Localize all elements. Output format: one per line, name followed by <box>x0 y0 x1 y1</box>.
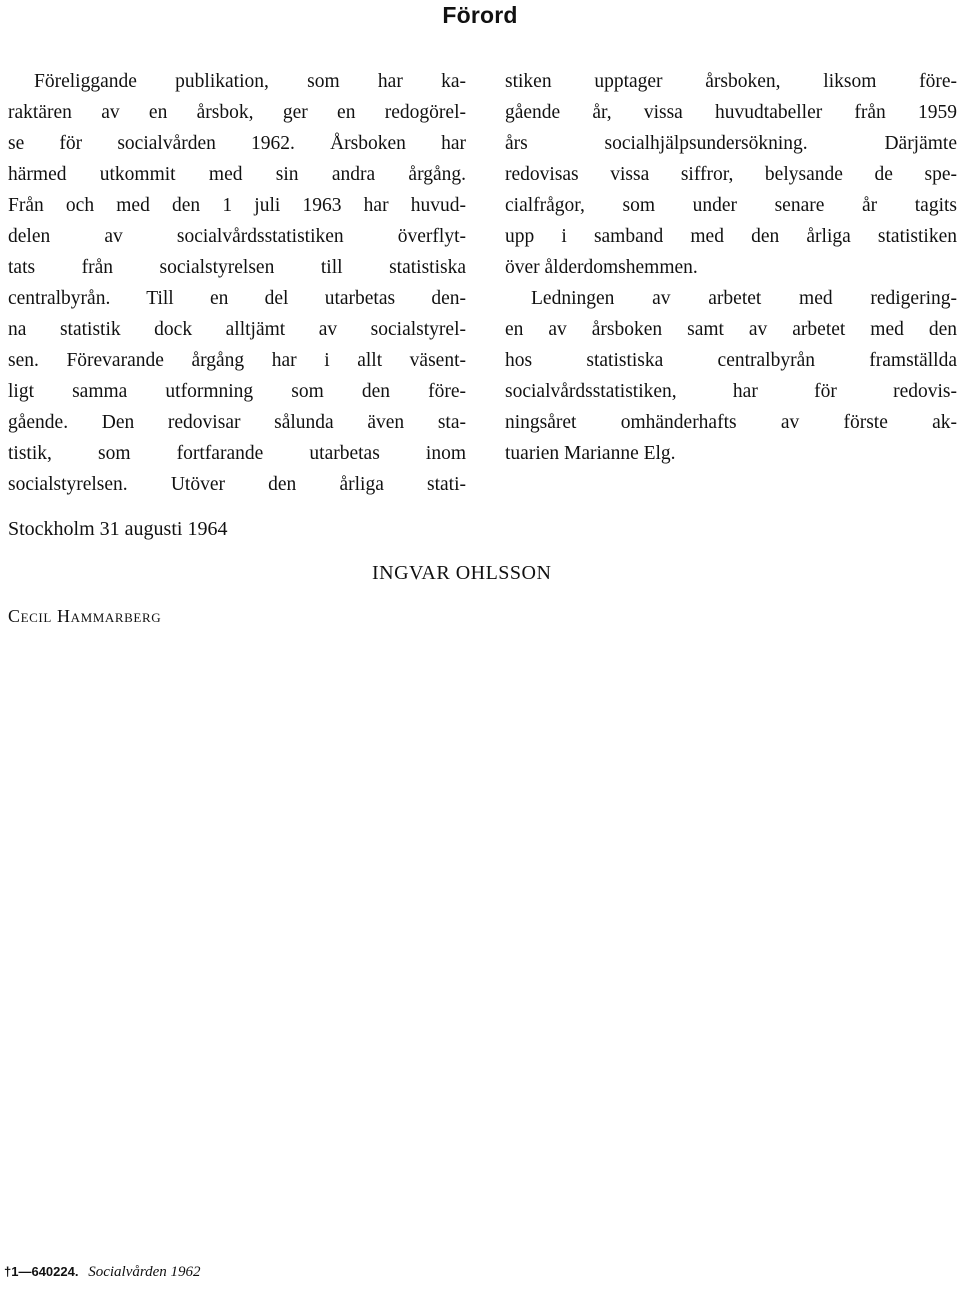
text-line: na statistik dock alltjämt av socialstyrel- <box>8 319 466 340</box>
text-line: centralbyrån. Till en del utarbetas den- <box>8 288 466 309</box>
text-line: se för socialvården 1962. Årsboken har <box>8 133 466 154</box>
text-line: delen av socialvårdsstatistiken överflyt- <box>8 226 466 247</box>
signature-main: INGVAR OHLSSON <box>372 562 552 584</box>
text-line: års socialhjälpsundersökning. Därjämte <box>505 133 957 154</box>
text-line: en av årsboken samt av arbetet med den <box>505 319 957 340</box>
page-title: Förord <box>442 2 518 28</box>
text-line: ligt samma utformning som den före- <box>8 381 466 402</box>
text-line: Från och med den 1 juli 1963 har huvud- <box>8 195 466 216</box>
publication-title: Socialvården 1962 <box>88 1264 201 1280</box>
text-line: socialvårdsstatistiken, har för redovis- <box>505 381 957 402</box>
text-line: upp i samband med den årliga statistiken <box>505 226 957 247</box>
text-line: hos statistiska centralbyrån framställda <box>505 350 957 371</box>
left-text-column <box>8 66 466 500</box>
signature-second: Cecil Hammarberg <box>8 606 162 626</box>
text-line: gående år, vissa huvudtabeller från 1959 <box>505 102 957 123</box>
text-line: tuarien Marianne Elg. <box>505 443 676 464</box>
text-line: tats från socialstyrelsen till statistiska <box>8 257 466 278</box>
text-line: redovisas vissa siffror, belysande de spe- <box>505 164 957 185</box>
text-line: gående. Den redovisar sålunda även sta- <box>8 412 466 433</box>
text-line: cialfrågor, som under senare år tagits <box>505 195 957 216</box>
place-date: Stockholm 31 augusti 1964 <box>8 518 228 540</box>
text-line: sen. Förevarande årgång har i allt väsent- <box>8 350 466 371</box>
text-line: raktären av en årsbok, ger en redogörel- <box>8 102 466 123</box>
right-text-column <box>505 66 957 469</box>
page-footer <box>4 1262 201 1282</box>
text-line: härmed utkommit med sin andra årgång. <box>8 164 466 185</box>
print-code: †1—640224. <box>4 1264 79 1279</box>
text-line: över ålderdomshemmen. <box>505 257 698 278</box>
text-line: Föreliggande publikation, som har ka- <box>34 71 466 92</box>
text-line: Ledningen av arbetet med redigering- <box>531 288 957 309</box>
text-line: socialstyrelsen. Utöver den årliga stati- <box>8 474 466 495</box>
text-line: ningsåret omhänderhafts av förste ak- <box>505 412 957 433</box>
text-line: tistik, som fortfarande utarbetas inom <box>8 443 466 464</box>
text-line: stiken upptager årsboken, liksom före- <box>505 71 957 92</box>
